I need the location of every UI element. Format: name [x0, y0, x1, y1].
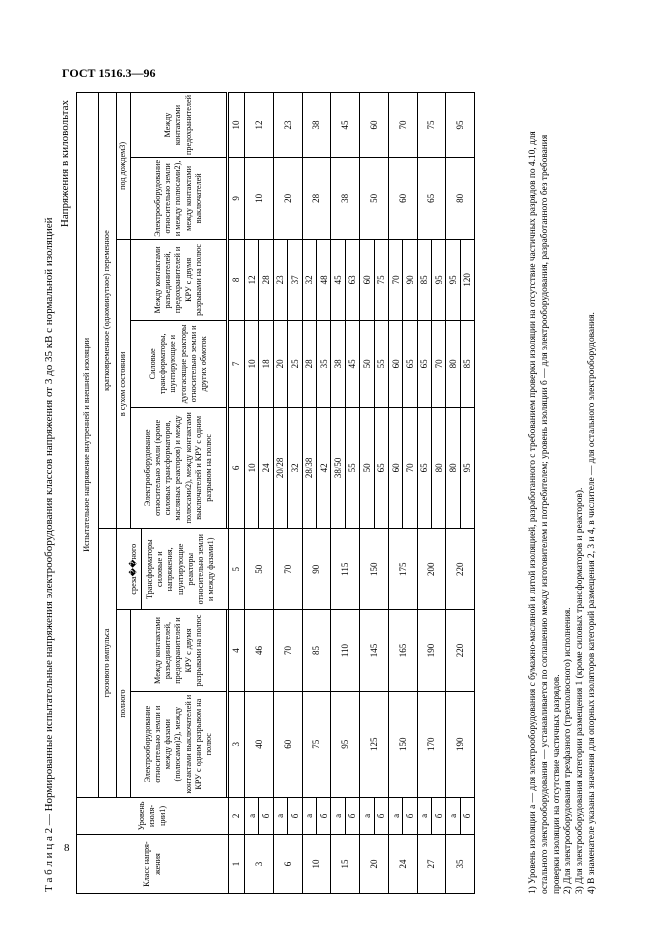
voltage-class-cell: 35: [446, 835, 475, 894]
insulation-level-cell: б: [288, 797, 302, 834]
insulation-level-cell: а: [302, 797, 316, 834]
insulation-level-cell: а: [360, 797, 374, 834]
test-voltage-header: Испытательное напряжение внутренней и внешней изоляции: [77, 93, 99, 798]
value-cell: 85: [460, 321, 474, 408]
footnote-3: 3) Для электрооборудования категории размещения 1 (кроме силовых трансформаторов и реакторов).: [575, 487, 586, 894]
voltage-class-cell: 10: [302, 835, 331, 894]
value-cell: 50: [360, 321, 374, 408]
col9-header: Электрооборудование относительно земли и между полюсами2), между контактами выключателей: [131, 158, 227, 240]
value-cell: 220: [446, 529, 475, 610]
col5-header: [117, 529, 229, 610]
table-row: [360, 93, 374, 894]
insulation-level-cell: а: [331, 797, 345, 834]
col-number: 3: [229, 691, 245, 797]
value-cell: 85: [302, 610, 331, 691]
value-cell: 20/28: [273, 407, 287, 528]
col3-header: Электрооборудование относительно земли и между фазами (полюсами)2), между контактами выключателей и КРУ с одним разрывом на полюс: [131, 691, 227, 797]
col10-header: Между контактами предохранителей: [131, 93, 227, 158]
value-cell: 200: [417, 529, 446, 610]
table-row: [388, 93, 402, 894]
full-impulse-header: полного: [117, 610, 131, 797]
value-cell: 65: [417, 407, 431, 528]
value-cell: 45: [331, 239, 345, 320]
table-row: [302, 93, 316, 894]
value-cell: 70: [273, 610, 302, 691]
insulation-level-cell: б: [403, 797, 417, 834]
col7-header: Силовые трансформаторы, шунтирующие и дугогасящие реакторы относительно земли и других обмоток: [131, 321, 227, 408]
value-cell: 145: [360, 610, 389, 691]
value-cell: 150: [388, 691, 417, 797]
value-cell: 190: [417, 610, 446, 691]
voltage-class-cell: 6: [273, 835, 302, 894]
value-cell: 170: [417, 691, 446, 797]
value-cell: 65: [417, 158, 446, 240]
value-cell: 28: [302, 158, 331, 240]
value-cell: 65: [417, 321, 431, 408]
table-body: [245, 93, 475, 894]
value-cell: 80: [446, 407, 460, 528]
value-cell: 60: [388, 321, 402, 408]
value-cell: 55: [345, 407, 359, 528]
value-cell: 190: [446, 691, 475, 797]
table-row: [245, 93, 259, 894]
insulation-level-cell: б: [374, 797, 388, 834]
table-row: [417, 93, 431, 894]
col-number: 9: [229, 158, 245, 240]
page-number: 8: [64, 842, 70, 854]
footnotes: [528, 102, 599, 894]
value-cell: 23: [273, 93, 302, 158]
value-cell: 18: [259, 321, 273, 408]
value-cell: 28: [259, 239, 273, 320]
value-cell: 90: [403, 239, 417, 320]
voltage-class-cell: 20: [360, 835, 389, 894]
value-cell: 75: [302, 691, 331, 797]
value-cell: 35: [316, 321, 330, 408]
insulation-level-cell: б: [316, 797, 330, 834]
value-cell: 10: [245, 321, 259, 408]
value-cell: 50: [360, 407, 374, 528]
table-row: [446, 93, 460, 894]
value-cell: 38: [331, 158, 360, 240]
footnote-1: 1) Уровень изоляции а — для электрооборудования с бумажно-масляной и литой изоляцией, разработанного с требованием проверки изоляции на отсутствие частичных разрядов по 4.10, для остального электрооборудования — устанавливается по соглашению между изготовителем и потребителем; уровень изоляции б — для электрооборудования, разработанного без требования проверки изоляции на отсутствие частичных разрядов.: [528, 131, 562, 894]
insulation-level-cell: а: [273, 797, 287, 834]
short-term-header: кратковременное (одноминутное) переменное: [99, 93, 117, 529]
col-level-header: Уровень изоля-ции1): [77, 797, 229, 834]
value-cell: 10: [245, 407, 259, 528]
value-cell: 120: [460, 239, 474, 320]
value-cell: 24: [259, 407, 273, 528]
col-number: 6: [229, 407, 245, 528]
value-cell: 42: [316, 407, 330, 528]
value-cell: 60: [360, 93, 389, 158]
table-caption: Т а б л и ц а 2 — Нормированные испытательные напряжения электрооборудования классов напряжения от 3 до 35 кВ с нормальной изоляцией: [43, 217, 55, 892]
value-cell: 37: [288, 239, 302, 320]
voltage-class-cell: 15: [331, 835, 360, 894]
table-row: [273, 93, 287, 894]
value-cell: 80: [446, 158, 475, 240]
table-units: Напряжения в киловольтах: [59, 100, 71, 228]
chopped-impulse-label: среза��ного: [129, 529, 142, 609]
value-cell: 60: [360, 239, 374, 320]
insulation-level-cell: б: [432, 797, 446, 834]
value-cell: 95: [331, 691, 360, 797]
value-cell: 20: [273, 321, 287, 408]
value-cell: 65: [374, 407, 388, 528]
value-cell: 48: [316, 239, 330, 320]
value-cell: 38: [302, 93, 331, 158]
value-cell: 45: [331, 93, 360, 158]
voltage-class-cell: 24: [388, 835, 417, 894]
value-cell: 165: [388, 610, 417, 691]
insulation-level-cell: б: [259, 797, 273, 834]
value-cell: 50: [245, 529, 274, 610]
col-number: 2: [229, 797, 245, 834]
value-cell: 20: [273, 158, 302, 240]
voltage-class-cell: 3: [245, 835, 274, 894]
value-cell: 75: [417, 93, 446, 158]
insulation-level-cell: а: [388, 797, 402, 834]
value-cell: 95: [446, 239, 460, 320]
value-cell: 90: [302, 529, 331, 610]
value-cell: 12: [245, 93, 274, 158]
value-cell: 45: [345, 321, 359, 408]
value-cell: 70: [403, 407, 417, 528]
value-cell: 115: [331, 529, 360, 610]
column-number-row: [229, 93, 245, 894]
value-cell: 28: [302, 321, 316, 408]
col-number: 5: [229, 529, 245, 610]
col-number: 8: [229, 239, 245, 320]
col-class-header: Класс напря-жения: [77, 835, 229, 894]
value-cell: 175: [388, 529, 417, 610]
value-cell: 95: [432, 239, 446, 320]
col-number: 10: [229, 93, 245, 158]
footnote-4: 4) В знаменателе указаны значения для опорных изоляторов категорий размещения 2, 3 и 4, в числителе — для остального электрооборудования.: [586, 312, 597, 894]
value-cell: 70: [432, 321, 446, 408]
col-number: 7: [229, 321, 245, 408]
footnote-2: 2) Для электрооборудования трехфазного (трехполюсного) исполнения.: [563, 607, 574, 894]
value-cell: 125: [360, 691, 389, 797]
value-cell: 220: [446, 610, 475, 691]
voltage-class-cell: 27: [417, 835, 446, 894]
value-cell: 70: [388, 239, 402, 320]
value-cell: 25: [288, 321, 302, 408]
col-number: 4: [229, 610, 245, 691]
value-cell: 38: [331, 321, 345, 408]
value-cell: 70: [273, 529, 302, 610]
value-cell: 23: [273, 239, 287, 320]
table-row: [331, 93, 345, 894]
value-cell: 70: [388, 93, 417, 158]
value-cell: 65: [403, 321, 417, 408]
insulation-level-cell: б: [460, 797, 474, 834]
value-cell: 95: [460, 407, 474, 528]
value-cell: 12: [245, 239, 259, 320]
test-voltage-table: [76, 92, 475, 894]
rotated-table-page: [40, 92, 625, 902]
value-cell: 110: [331, 610, 360, 691]
insulation-level-cell: а: [446, 797, 460, 834]
value-cell: 28/38: [302, 407, 316, 528]
value-cell: 75: [374, 239, 388, 320]
value-cell: 60: [388, 407, 402, 528]
value-cell: 150: [360, 529, 389, 610]
lightning-impulse-header: грозового импульса: [99, 529, 117, 798]
value-cell: 85: [417, 239, 431, 320]
insulation-level-cell: а: [417, 797, 431, 834]
value-cell: 80: [446, 321, 460, 408]
value-cell: 40: [245, 691, 274, 797]
col6-header: Электрооборудование относительно земли (кроме силовых трансформаторов, масляных реакторов) и между полюсами2), между контактами выключателей и КРУ с одним разрывом на полюс: [131, 407, 227, 528]
value-cell: 38/50: [331, 407, 345, 528]
value-cell: 60: [273, 691, 302, 797]
value-cell: 32: [302, 239, 316, 320]
value-cell: 55: [374, 321, 388, 408]
value-cell: 95: [446, 93, 475, 158]
value-cell: 10: [245, 158, 274, 240]
value-cell: 50: [360, 158, 389, 240]
value-cell: 63: [345, 239, 359, 320]
document-header: ГОСТ 1516.3—96: [62, 66, 156, 80]
value-cell: 60: [388, 158, 417, 240]
col-number: 1: [229, 835, 245, 894]
value-cell: 80: [432, 407, 446, 528]
value-cell: 32: [288, 407, 302, 528]
col8-header: Между контактами разъединителей, предохранителей и КРУ с двумя разрывами на полюс: [131, 239, 227, 320]
col4-header: Между контактами разъединителей, предохранителей и КРУ с двумя разрывами на полюс: [131, 610, 227, 691]
insulation-level-cell: а: [245, 797, 259, 834]
value-cell: 46: [245, 610, 274, 691]
rain-header: под дождем3): [117, 93, 131, 240]
dry-state-header: в сухом состоянии: [117, 239, 131, 528]
col5-description: Трансформаторы силовые и напряжения, шунтирующие реакторы относительно земли и между фазами1): [144, 534, 216, 605]
insulation-level-cell: б: [345, 797, 359, 834]
